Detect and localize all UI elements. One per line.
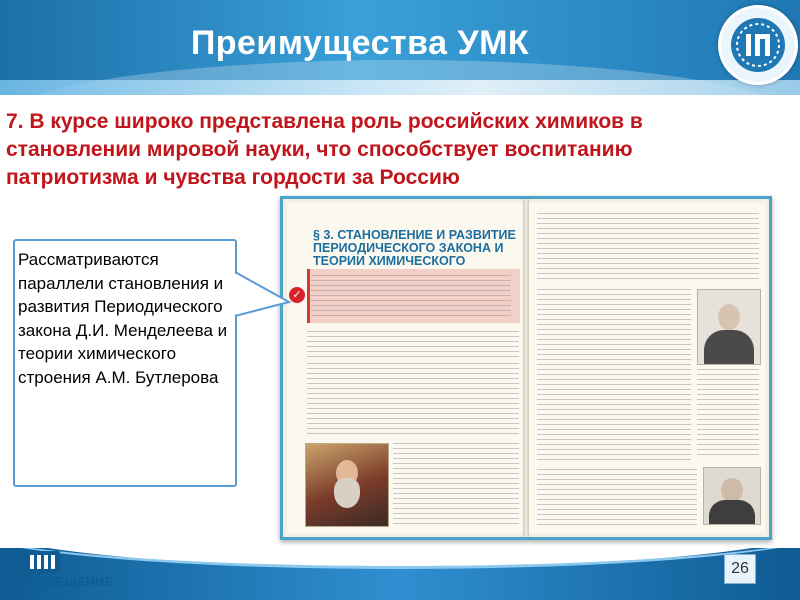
textbook-text-lines [307, 331, 519, 357]
checkmark-icon: ✓ [289, 287, 305, 303]
slide-subtitle: 7. В курсе широко представлена роль российских химиков в становлении мировой науки, что способствует воспитанию патриотизма и чувства гордости за Россию [6, 110, 643, 189]
textbook-heading: § 3. СТАНОВЛЕНИЕ И РАЗВИТИЕ ПЕРИОДИЧЕСКОГО ЗАКОНА И ТЕОРИИ ХИМИЧЕСКОГО [313, 228, 516, 268]
textbook-left-page [287, 203, 523, 533]
callout-pointer [235, 268, 291, 328]
callout-text: Рассматриваются параллели становления и развития Периодического закона Д.И. Менделеева и теории химического строения А.М. Бутлерова [18, 250, 228, 387]
textbook-right-page [529, 203, 765, 533]
textbook-text-lines [537, 213, 759, 283]
prosveshchenie-logo-icon [22, 549, 62, 575]
textbook-text-lines [393, 443, 519, 527]
slide-title: Преимущества УМК [190, 24, 530, 62]
ip-logo-icon [718, 5, 798, 85]
textbook-text-lines [697, 369, 759, 459]
textbook-text-lines [537, 289, 691, 463]
textbook-text-lines [537, 469, 697, 527]
mendeleev-portrait [305, 443, 389, 527]
publisher-name: ПРОСВЕЩЕНИЕ [10, 575, 114, 589]
header-stripe-decoration [0, 80, 800, 95]
berzelius-portrait [697, 289, 761, 365]
footer-wave-line [0, 548, 800, 569]
textbook-spread-image [280, 196, 772, 540]
page-number: 26 [724, 554, 756, 584]
textbook-text-lines [311, 275, 511, 319]
slide-footer [0, 548, 800, 600]
textbook-text-lines [307, 363, 519, 437]
chemist-portrait [703, 467, 761, 525]
